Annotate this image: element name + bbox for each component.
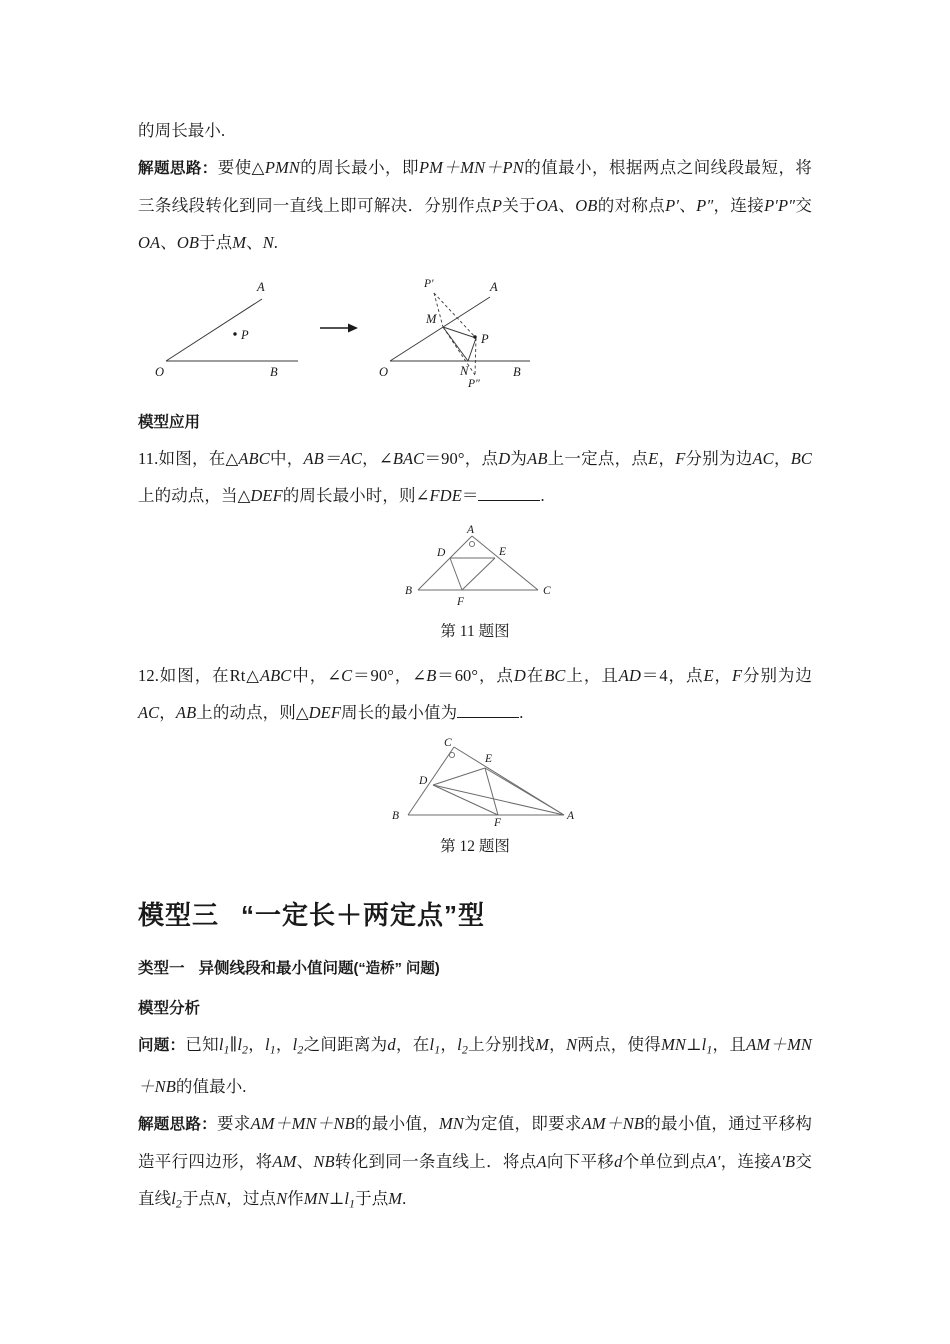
label-A-right: A (490, 280, 498, 294)
label-P-right: P (481, 332, 489, 346)
s2-m6: A (536, 1152, 547, 1172)
type-one-title: 异侧线段和最小值问题 (198, 960, 354, 977)
s2-m14: M (388, 1189, 403, 1209)
s2-m11: N (215, 1189, 227, 1209)
sol1-p12: 、 (246, 233, 263, 252)
label-N: N (460, 364, 469, 378)
p11-number: 11. (138, 449, 159, 468)
label-C: C (444, 737, 452, 749)
q-t5: 之间距离为 (303, 1035, 388, 1054)
s2-t8: 个单位到点 (622, 1152, 707, 1172)
q-s6: 1 (434, 1042, 441, 1057)
label-E: E (485, 753, 493, 765)
continuation-line (138, 112, 812, 149)
segment-DA (433, 785, 564, 815)
s2-m7: d (614, 1152, 623, 1172)
q-m11: AM＋MN＋NB (138, 1035, 813, 1097)
side-BC (408, 747, 454, 815)
p12-answer-blank[interactable] (457, 701, 519, 718)
sol1-p1: 要使△ (217, 158, 265, 177)
p12-t5: ＝60°，点 (436, 666, 514, 685)
label-P-prime: P′ (424, 278, 434, 290)
label-B-left: B (270, 365, 278, 379)
sol1-p7: 、 (679, 196, 697, 215)
p12-t7: 上，且 (565, 666, 619, 685)
sol1-p11: 于点 (199, 233, 233, 252)
q-m6: l (429, 1035, 435, 1054)
s2-t12: ，过点 (226, 1189, 277, 1209)
q-s1: 1 (223, 1042, 230, 1057)
angle-reflection-figure (138, 271, 812, 390)
label-A: A (467, 524, 475, 536)
p11-t6: 上一定点，点 (547, 449, 649, 468)
s2-t5: 、 (296, 1152, 314, 1172)
triangle-abc-def-right-60 (138, 737, 812, 827)
p11-m10: DEF (250, 486, 283, 505)
q-m4: l (292, 1035, 298, 1054)
q-m10: MN⊥l (661, 1035, 707, 1054)
sol1-p5: 、 (558, 196, 576, 215)
sol1-m5: OB (575, 196, 598, 215)
sol1-p6: 的对称点 (597, 196, 666, 215)
sol1-m10: OB (176, 233, 200, 252)
label-D: D (419, 775, 428, 787)
p12-m1: ABC (259, 666, 292, 685)
segment-EA (485, 768, 564, 815)
p12-m8: F (731, 666, 743, 685)
point-P-dot-right (473, 335, 476, 338)
p12-m3: B (426, 666, 437, 685)
q-t9: ， (549, 1035, 566, 1054)
sol1-p4: 关于 (502, 196, 536, 215)
solution-paragraph-2 (138, 1105, 812, 1222)
sol1-p2: 的周长最小，即 (299, 158, 419, 177)
sol1-m4: OA (535, 196, 559, 215)
p11-t8: 分别为边 (685, 449, 753, 468)
p11-t5: 为 (510, 449, 528, 468)
label-P-left: P (241, 328, 249, 342)
p12-m6: AD (618, 666, 641, 685)
p11-m5: AB (527, 449, 548, 468)
section-label-apply: 模型应用 (138, 414, 201, 431)
p12-m2: C (341, 666, 353, 685)
problem-12-text (138, 657, 812, 731)
label-A-left: A (257, 280, 265, 294)
q-t3: ， (248, 1035, 265, 1054)
page-content (138, 112, 812, 1223)
q-t4: ， (275, 1035, 293, 1054)
q-m8: M (535, 1035, 550, 1054)
q-t10: 两点，使得 (577, 1035, 662, 1054)
label-M: M (426, 312, 437, 326)
p11-m2: AB＝AC (303, 449, 363, 468)
question-label: 问题： (138, 1037, 186, 1054)
q-s7: 2 (461, 1042, 468, 1057)
p11-m4: D (498, 449, 511, 468)
dashed-PPdoubleprime (475, 338, 476, 375)
p12-m11: DEF (308, 703, 342, 722)
model-three-title: “一定长＋两定点”型 (241, 900, 486, 930)
figure-11-caption: 第 11 题图 (440, 623, 510, 640)
p12-m5: BC (544, 666, 566, 685)
s2-m3: AM＋NB (581, 1114, 645, 1134)
s2-t2: 的最小值， (354, 1114, 440, 1134)
right-angle-marker-C (449, 752, 454, 757)
label-P-doubleprime: P″ (468, 378, 480, 390)
p11-m1: ABC (238, 449, 270, 468)
figure-11-wrap (138, 520, 812, 617)
segment-DE (433, 768, 485, 785)
sol1-m11: M (232, 233, 247, 252)
left-diagram (155, 280, 298, 379)
segment-EF (462, 558, 495, 590)
p11-m8: AC (752, 449, 774, 468)
p11-t2: 中， (269, 449, 304, 468)
q-s10: 1 (706, 1042, 713, 1057)
sol1-m2: PM＋MN＋PN (418, 158, 524, 177)
p12-t6: 在 (525, 666, 545, 685)
s2-t7: 向下平移 (546, 1152, 615, 1172)
p11-m11: FDE (429, 486, 462, 505)
sol1-p3: 的值最小，根据两点之间线段最短，将三条线段转化到同一直线上即可解决．分别作点 (138, 158, 813, 215)
figure-12-wrap (138, 737, 812, 832)
sol1-m7: P″ (696, 196, 714, 215)
segment-DF (433, 785, 498, 815)
p12-t2: △ (245, 666, 260, 685)
label-F: F (457, 596, 465, 608)
s2-s10: 2 (175, 1196, 182, 1211)
sol1-p13: . (273, 233, 279, 252)
segment-DF (450, 558, 462, 590)
figure-angle-reflection-wrap (138, 271, 812, 388)
q-t6: ，在 (395, 1035, 430, 1054)
p12-t3: 中，∠ (291, 666, 342, 685)
p11-t3: ，∠ (362, 449, 393, 468)
model-three-prefix: 模型三 (138, 900, 220, 930)
right-angle-marker-A (469, 541, 474, 546)
problem-11-text (138, 440, 812, 514)
label-O-left: O (155, 365, 165, 379)
s2-t4: 的最小值，通过平移构造平行四边形，将 (138, 1114, 813, 1172)
q-m2: l (237, 1035, 243, 1054)
q-m5: d (387, 1035, 396, 1054)
sol1-p9: 交 (795, 196, 812, 215)
p11-t1: 如图，在△ (158, 449, 239, 468)
p11-m3: BAC (392, 449, 425, 468)
type-one-heading (138, 952, 812, 986)
p11-m9: BC (790, 449, 812, 468)
p11-t9: ， (773, 449, 791, 468)
p11-t4: ＝90°，点 (424, 449, 499, 468)
type-one-paren: (“造桥” 问题) (353, 961, 440, 977)
p12-t10: 分别为边 (742, 666, 812, 685)
p11-t10: 上的动点，当△ (138, 486, 251, 505)
s2-t6: 转化到同一条直线上．将点 (334, 1152, 537, 1172)
p12-t1: 如图，在 (158, 666, 230, 685)
p12-num: 12. (138, 666, 159, 685)
type-one-prefix: 类型一 (138, 960, 185, 977)
right-arrow-icon (320, 324, 358, 333)
solution-label-2: 解题思路： (138, 1116, 217, 1134)
s2-m10: l (171, 1189, 176, 1209)
s2-t14: 于点 (355, 1189, 389, 1209)
p11-m7: F (675, 449, 686, 468)
s2-m13: MN⊥l (303, 1189, 350, 1209)
section-label-analysis: 模型分析 (138, 1000, 201, 1017)
model-three-heading (138, 892, 812, 938)
sol1-p10: 、 (160, 233, 177, 252)
p12-m10: AB (175, 703, 197, 722)
s2-m4: AM (272, 1152, 297, 1172)
segment-MP (443, 327, 476, 338)
p11-answer-blank[interactable] (478, 484, 540, 501)
label-F: F (494, 817, 502, 829)
s2-t11: 于点 (181, 1189, 216, 1209)
q-m9: N (565, 1035, 578, 1054)
sol1-m3: P (491, 196, 503, 215)
triangle-abc-def-isosceles (138, 520, 812, 612)
side-AB (418, 536, 472, 590)
q-t7: ， (440, 1035, 458, 1054)
label-C: C (543, 585, 551, 597)
q-s2: 2 (242, 1042, 249, 1057)
p12-m4: D (513, 666, 526, 685)
segment-NP (468, 338, 476, 361)
label-O-right: O (379, 365, 389, 379)
p12-t13: 周长的最小值为 (341, 703, 458, 722)
p12-m9: AC (138, 703, 160, 722)
sol1-m9: OA (138, 233, 161, 252)
q-s4: 2 (297, 1042, 304, 1057)
s2-t1: 要求 (216, 1114, 251, 1134)
s2-s13: 1 (349, 1196, 356, 1211)
s2-m9: A′B (771, 1152, 796, 1172)
point-P-dot-left (233, 332, 236, 335)
s2-m8: A′ (706, 1152, 721, 1172)
sol1-p8: ，连接 (713, 196, 765, 215)
p11-t13: . (540, 486, 545, 505)
sol1-m6: P′ (665, 196, 680, 215)
q-t1: 已知 (185, 1035, 219, 1054)
s2-t9: ，连接 (720, 1152, 772, 1172)
question-paragraph (138, 1026, 812, 1105)
label-A: A (567, 810, 575, 822)
q-t2: ∥ (229, 1035, 238, 1054)
label-B: B (392, 810, 400, 822)
q-m7: l (457, 1035, 462, 1054)
s2-m12: N (276, 1189, 288, 1209)
p12-t4: ＝90°，∠ (352, 666, 427, 685)
right-diagram (379, 278, 530, 390)
ray-OA-right (390, 297, 490, 361)
s2-t3: 为定值，即要求 (463, 1114, 582, 1134)
solution-label: 解题思路： (138, 160, 218, 177)
s2-t13: 作 (287, 1189, 304, 1209)
q-m1: l (218, 1035, 224, 1054)
p11-t11: 的周长最小时，则∠ (282, 486, 430, 505)
q-t11: ，且 (712, 1035, 747, 1054)
p12-t11: ， (159, 703, 176, 722)
p12-rt: Rt (229, 666, 246, 685)
p11-t7: ， (658, 449, 676, 468)
sol1-m12: N (262, 233, 274, 252)
figure-12-caption: 第 12 题图 (440, 838, 510, 855)
s2-m5: NB (313, 1152, 335, 1172)
label-E: E (499, 546, 507, 558)
label-B-right: B (513, 365, 521, 379)
label-B: B (405, 585, 413, 597)
p12-t9: ， (713, 666, 732, 685)
p12-t8: ＝4，点 (641, 666, 704, 685)
p12-m7: E (703, 666, 714, 685)
q-s3: 1 (269, 1042, 276, 1057)
p11-t12: ＝ (461, 486, 479, 505)
q-m3: l (265, 1035, 270, 1054)
q-t8: 上分别找 (467, 1035, 536, 1054)
p12-t12: 上的动点，则△ (196, 703, 309, 722)
s2-m1: AM＋MN＋NB (250, 1114, 355, 1134)
p12-t14: . (519, 703, 524, 722)
label-D: D (437, 547, 446, 559)
s2-t10: 交直线 (138, 1152, 812, 1209)
sol1-m1: PMN (264, 158, 300, 177)
s2-m2: MN (439, 1114, 464, 1134)
continuation-text: 的周长最小. (138, 121, 226, 140)
p11-m6: E (648, 449, 659, 468)
sol1-m8: P′P″ (764, 196, 796, 215)
q-t12: 的值最小. (175, 1077, 247, 1097)
s2-t15: . (402, 1189, 407, 1209)
side-AC (472, 536, 538, 590)
solution-paragraph-1 (138, 149, 812, 261)
